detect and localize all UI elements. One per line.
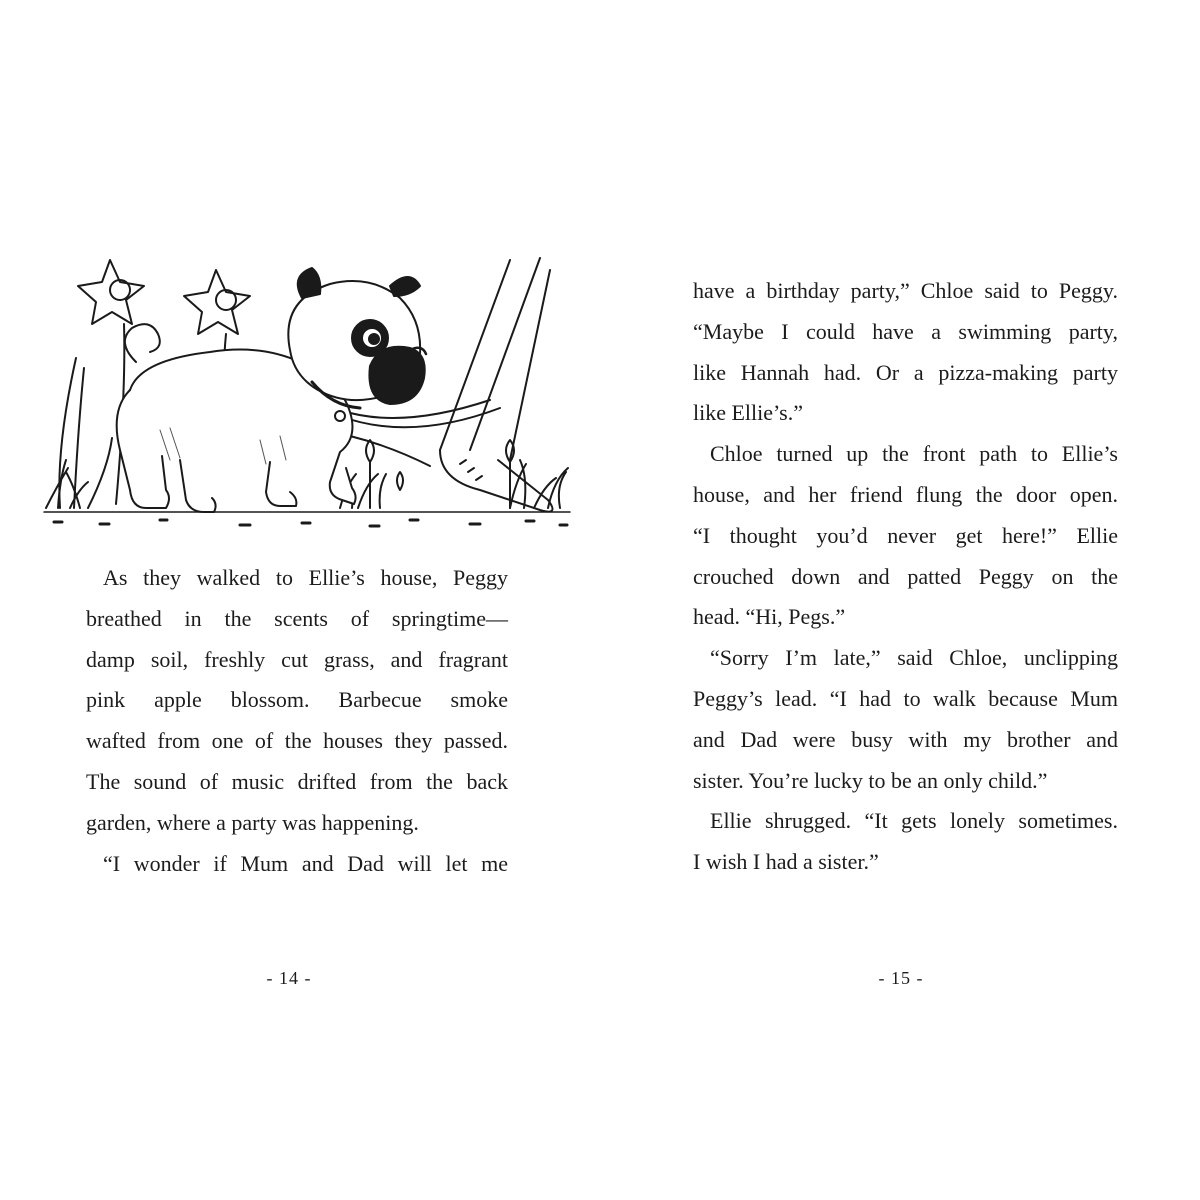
text-line: “Sorry I’m late,” said Chloe, unclipping: [710, 645, 1118, 671]
text-line: Ellie shrugged. “It gets lonely sometimes.: [710, 808, 1118, 834]
text-line: house, and her friend flung the door open.: [693, 481, 1118, 507]
text-line: like Ellie’s.”: [693, 400, 803, 426]
text-line: breathed in the scents of springtime—: [86, 605, 508, 631]
text-line: garden, where a party was happening.: [86, 809, 419, 835]
walker-legs: [440, 258, 553, 512]
right-page-text: [693, 271, 1118, 883]
text-line: “I wonder if Mum and Dad will let me: [103, 850, 508, 876]
pug-walk-illustration: [40, 250, 580, 540]
text-line: “I thought you’d never get here!” Ellie: [693, 522, 1118, 548]
text-line: crouched down and patted Peggy on the: [693, 563, 1118, 589]
left-page-text: [86, 558, 508, 884]
text-line: As they walked to Ellie’s house, Peggy: [103, 565, 508, 590]
text-line: and Dad were busy with my brother and: [693, 726, 1118, 752]
pug: [117, 268, 426, 512]
page-number: - 14 -: [266, 968, 312, 988]
text-line: “Maybe I could have a swimming party,: [693, 318, 1118, 344]
text-line: The sound of music drifted from the back: [86, 768, 508, 794]
text-line: have a birthday party,” Chloe said to Peggy.: [693, 278, 1118, 303]
right-page: [600, 0, 1200, 1200]
text-line: damp soil, freshly cut grass, and fragrant: [86, 646, 508, 672]
text-line: I wish I had a sister.”: [693, 849, 879, 875]
text-line: like Hannah had. Or a pizza-making party: [693, 359, 1118, 385]
text-line: pink apple blossom. Barbecue smoke: [86, 687, 508, 713]
text-line: head. “Hi, Pegs.”: [693, 604, 846, 630]
text-line: sister. You’re lucky to be an only child.”: [693, 767, 1048, 793]
text-line: Chloe turned up the front path to Ellie’s: [710, 441, 1118, 467]
text-line: Peggy’s lead. “I had to walk because Mum: [693, 685, 1118, 711]
page-number: - 15 -: [878, 968, 924, 988]
ground-marks: [54, 520, 567, 526]
text-line: wafted from one of the houses they passed.: [86, 728, 508, 754]
